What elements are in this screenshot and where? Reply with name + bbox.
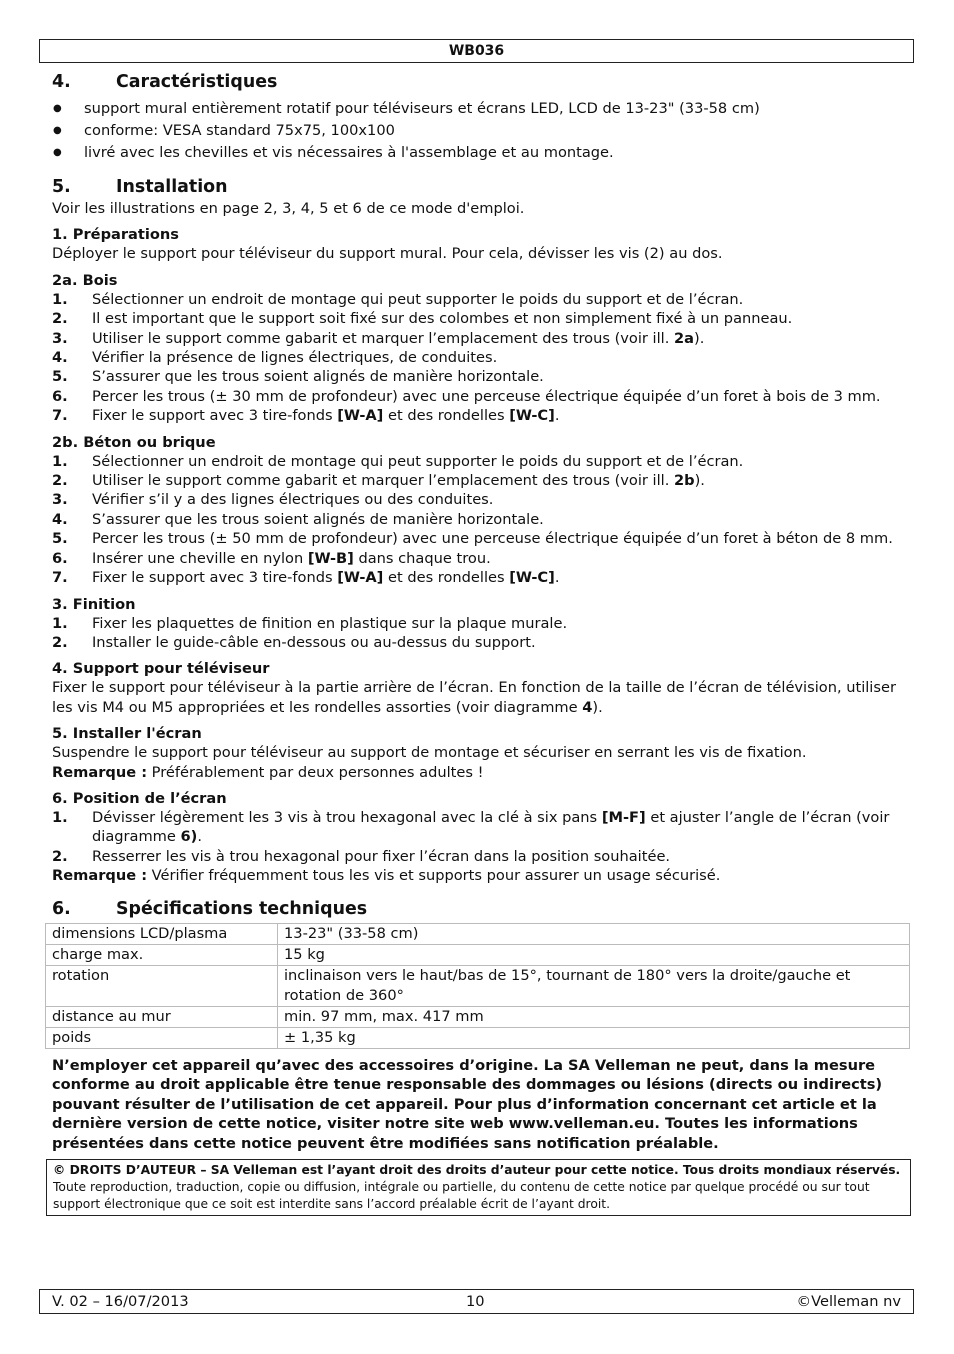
- list-item: [52, 614, 904, 633]
- copyright-box: [46, 1159, 911, 1216]
- step-text: Utiliser le support comme gabarit et marquer l’emplacement des trous (voir ill. 2a).: [92, 329, 705, 347]
- section-heading-specs: [52, 897, 904, 921]
- disclaimer-text: N’employer cet appareil qu’avec des accessoires d’origine. La SA Velleman ne peut, dans la mesure conforme au droit applicable être tenue responsable des dommages ou lésions (directs ou indirects) pouvant résulter de l’utilisation de cet appareil. Pour plus d’information concernant cet article et la dernière version de cette notice, visiter notre site web www.velleman.eu. Toutes les informations présentées dans cette notice peuvent être modifiées sans notification préalable.: [52, 1056, 883, 1152]
- list-item: [52, 406, 904, 425]
- install-screen-note: Remarque : Préférablement par deux personnes adultes !: [52, 763, 484, 781]
- list-item: [52, 348, 904, 367]
- step-text: S’assurer que les trous soient alignés de manière horizontale.: [92, 510, 544, 528]
- step-number: 1.: [52, 614, 68, 632]
- step-number: 1.: [52, 808, 68, 826]
- step-number: 4.: [52, 510, 68, 528]
- step-text: Fixer le support avec 3 tire-fonds [W-A] et des rondelles [W-C].: [92, 407, 560, 425]
- list-item: [52, 808, 904, 847]
- subheading-install-screen: 5. Installer l'écran: [52, 725, 202, 743]
- installation-intro: Voir les illustrations en page 2, 3, 4, 5 et 6 de ce mode d'emploi.: [52, 200, 525, 217]
- step-text: Insérer une cheville en nylon [W-B] dans chaque trou.: [92, 549, 491, 567]
- tv-support-text: Fixer le support pour téléviseur à la partie arrière de l’écran. En fonction de la taille de l’écran de télévision, utiliser les vis M4 ou M5 appropriées et les rondelles assorties (voir diagramme 4).: [52, 679, 896, 716]
- spec-value: ± 1,35 kg: [278, 1027, 910, 1048]
- subheading-concrete: 2b. Béton ou brique: [52, 433, 216, 451]
- step-text: Sélectionner un endroit de montage qui peut supporter le poids du support et de l’écran.: [92, 452, 744, 470]
- step-number: 2.: [52, 310, 68, 328]
- step-text: Percer les trous (± 30 mm de profondeur) avec une perceuse électrique équipée d’un foret à bois de 3 mm.: [92, 387, 881, 405]
- spec-value: min. 97 mm, max. 417 mm: [278, 1006, 910, 1027]
- step-text: Dévisser légèrement les 3 vis à trou hexagonal avec la clé à six pans [M-F] et ajuster l’angle de l’écran (voir diagramme 6).: [92, 808, 890, 846]
- step-text: Utiliser le support comme gabarit et marquer l’emplacement des trous (voir ill. 2b).: [92, 472, 705, 490]
- concrete-steps-list: [52, 452, 904, 588]
- specs-table: [45, 923, 910, 1049]
- section-title: Spécifications techniques: [116, 898, 368, 919]
- step-text: Resserrer les vis à trou hexagonal pour fixer l’écran dans la position souhaitée.: [92, 847, 671, 865]
- section-heading-features: [52, 70, 904, 94]
- page-content: [52, 70, 904, 1216]
- table-row: [46, 944, 910, 965]
- step-text: Fixer le support avec 3 tire-fonds [W-A] et des rondelles [W-C].: [92, 569, 560, 587]
- spec-key: charge max.: [46, 944, 278, 965]
- section-number: 4.: [52, 72, 71, 92]
- step-number: 3.: [52, 329, 68, 347]
- step-number: 5.: [52, 530, 68, 548]
- list-item: [52, 329, 904, 348]
- spec-key: rotation: [46, 965, 278, 1006]
- header-model: WB036: [39, 39, 914, 63]
- spec-key: dimensions LCD/plasma: [46, 923, 278, 944]
- section-number: 5.: [52, 177, 71, 197]
- list-item: [52, 510, 904, 529]
- install-screen-text: Suspendre le support pour téléviseur au support de montage et sécuriser en serrant les vis de fixation.: [52, 744, 807, 762]
- spec-value: 13-23" (33-58 cm): [278, 923, 910, 944]
- section-title: Caractéristiques: [116, 72, 278, 92]
- section-number: 6.: [52, 898, 71, 919]
- step-text: Percer les trous (± 50 mm de profondeur) avec une perceuse électrique équipée d’un foret à béton de 8 mm.: [92, 530, 893, 548]
- table-row: [46, 1006, 910, 1027]
- spec-value: inclinaison vers le haut/bas de 15°, tournant de 180° vers la droite/gauche et rotation de 360°: [278, 965, 910, 1006]
- list-item: [52, 568, 904, 587]
- screen-position-steps: [52, 808, 904, 866]
- spec-key: distance au mur: [46, 1006, 278, 1027]
- subheading-wood: 2a. Bois: [52, 271, 118, 289]
- step-number: 6.: [52, 549, 68, 567]
- list-item: [52, 529, 904, 548]
- list-item: [52, 290, 904, 309]
- step-number: 6.: [52, 387, 68, 405]
- list-item: ● support mural entièrement rotatif pour téléviseurs et écrans LED, LCD de 13-23" (33-58 cm): [52, 98, 904, 120]
- step-number: 7.: [52, 569, 68, 587]
- spec-key: poids: [46, 1027, 278, 1048]
- subheading-preparations: 1. Préparations: [52, 226, 179, 244]
- features-list: [52, 98, 904, 164]
- table-row: [46, 1027, 910, 1048]
- copyright-text: Toute reproduction, traduction, copie ou diffusion, intégrale ou partielle, du contenu de cette notice par quelque procédé ou sur tout support électronique que ce soit est interdite sans l’accord préalable écrit de l’ayant droit.: [53, 1180, 870, 1212]
- step-number: 4.: [52, 349, 68, 367]
- preparations-text: Déployer le support pour téléviseur du support mural. Pour cela, dévisser les vis (2) au dos.: [52, 245, 723, 263]
- step-text: S’assurer que les trous soient alignés de manière horizontale.: [92, 368, 544, 386]
- list-item: [52, 490, 904, 509]
- step-number: 5.: [52, 368, 68, 386]
- list-item: ● livré avec les chevilles et vis nécessaires à l'assemblage et au montage.: [52, 142, 904, 164]
- step-text: Il est important que le support soit fixé sur des colombes et non simplement fixé à un panneau.: [92, 310, 793, 328]
- footer-brand: ©Velleman nv: [796, 1292, 901, 1310]
- step-text: Vérifier s’il y a des lignes électriques ou des conduites.: [92, 491, 494, 509]
- page-number: 10: [466, 1292, 485, 1310]
- step-number: 1.: [52, 290, 68, 308]
- screen-position-note: Remarque : Vérifier fréquemment tous les vis et supports pour assurer un usage sécurisé.: [52, 867, 721, 885]
- spec-value: 15 kg: [278, 944, 910, 965]
- list-item: [52, 633, 904, 652]
- list-item: [52, 471, 904, 490]
- step-number: 7.: [52, 407, 68, 425]
- step-number: 2.: [52, 472, 68, 490]
- subheading-screen-position: 6. Position de l’écran: [52, 789, 227, 807]
- section-heading-installation: [52, 175, 904, 199]
- subheading-tv-support: 4. Support pour téléviseur: [52, 660, 270, 678]
- step-text: Vérifier la présence de lignes électriques, de conduites.: [92, 349, 498, 367]
- list-item: [52, 847, 904, 866]
- list-item: [52, 309, 904, 328]
- list-item: ● conforme: VESA standard 75x75, 100x100: [52, 120, 904, 142]
- list-item: [52, 367, 904, 386]
- table-row: [46, 965, 910, 1006]
- copyright-bold: © DROITS D’AUTEUR – SA Velleman est l’ayant droit des droits d’auteur pour cette notice. Tous droits mondiaux réservés.: [53, 1163, 901, 1178]
- step-text: Installer le guide-câble en-dessous ou au-dessus du support.: [92, 633, 536, 651]
- list-item: [52, 387, 904, 406]
- table-row: [46, 923, 910, 944]
- wood-steps-list: [52, 290, 904, 426]
- step-text: Sélectionner un endroit de montage qui peut supporter le poids du support et de l’écran.: [92, 290, 744, 308]
- page-footer: [39, 1289, 914, 1314]
- section-title: Installation: [116, 177, 228, 197]
- step-number: 3.: [52, 491, 68, 509]
- step-number: 2.: [52, 633, 68, 651]
- step-text: Fixer les plaquettes de finition en plastique sur la plaque murale.: [92, 614, 568, 632]
- list-item: [52, 452, 904, 471]
- list-item: [52, 549, 904, 568]
- step-number: 2.: [52, 847, 68, 865]
- finish-steps-list: [52, 614, 904, 653]
- subheading-finish: 3. Finition: [52, 595, 136, 613]
- step-number: 1.: [52, 452, 68, 470]
- footer-version: V. 02 – 16/07/2013: [52, 1292, 189, 1310]
